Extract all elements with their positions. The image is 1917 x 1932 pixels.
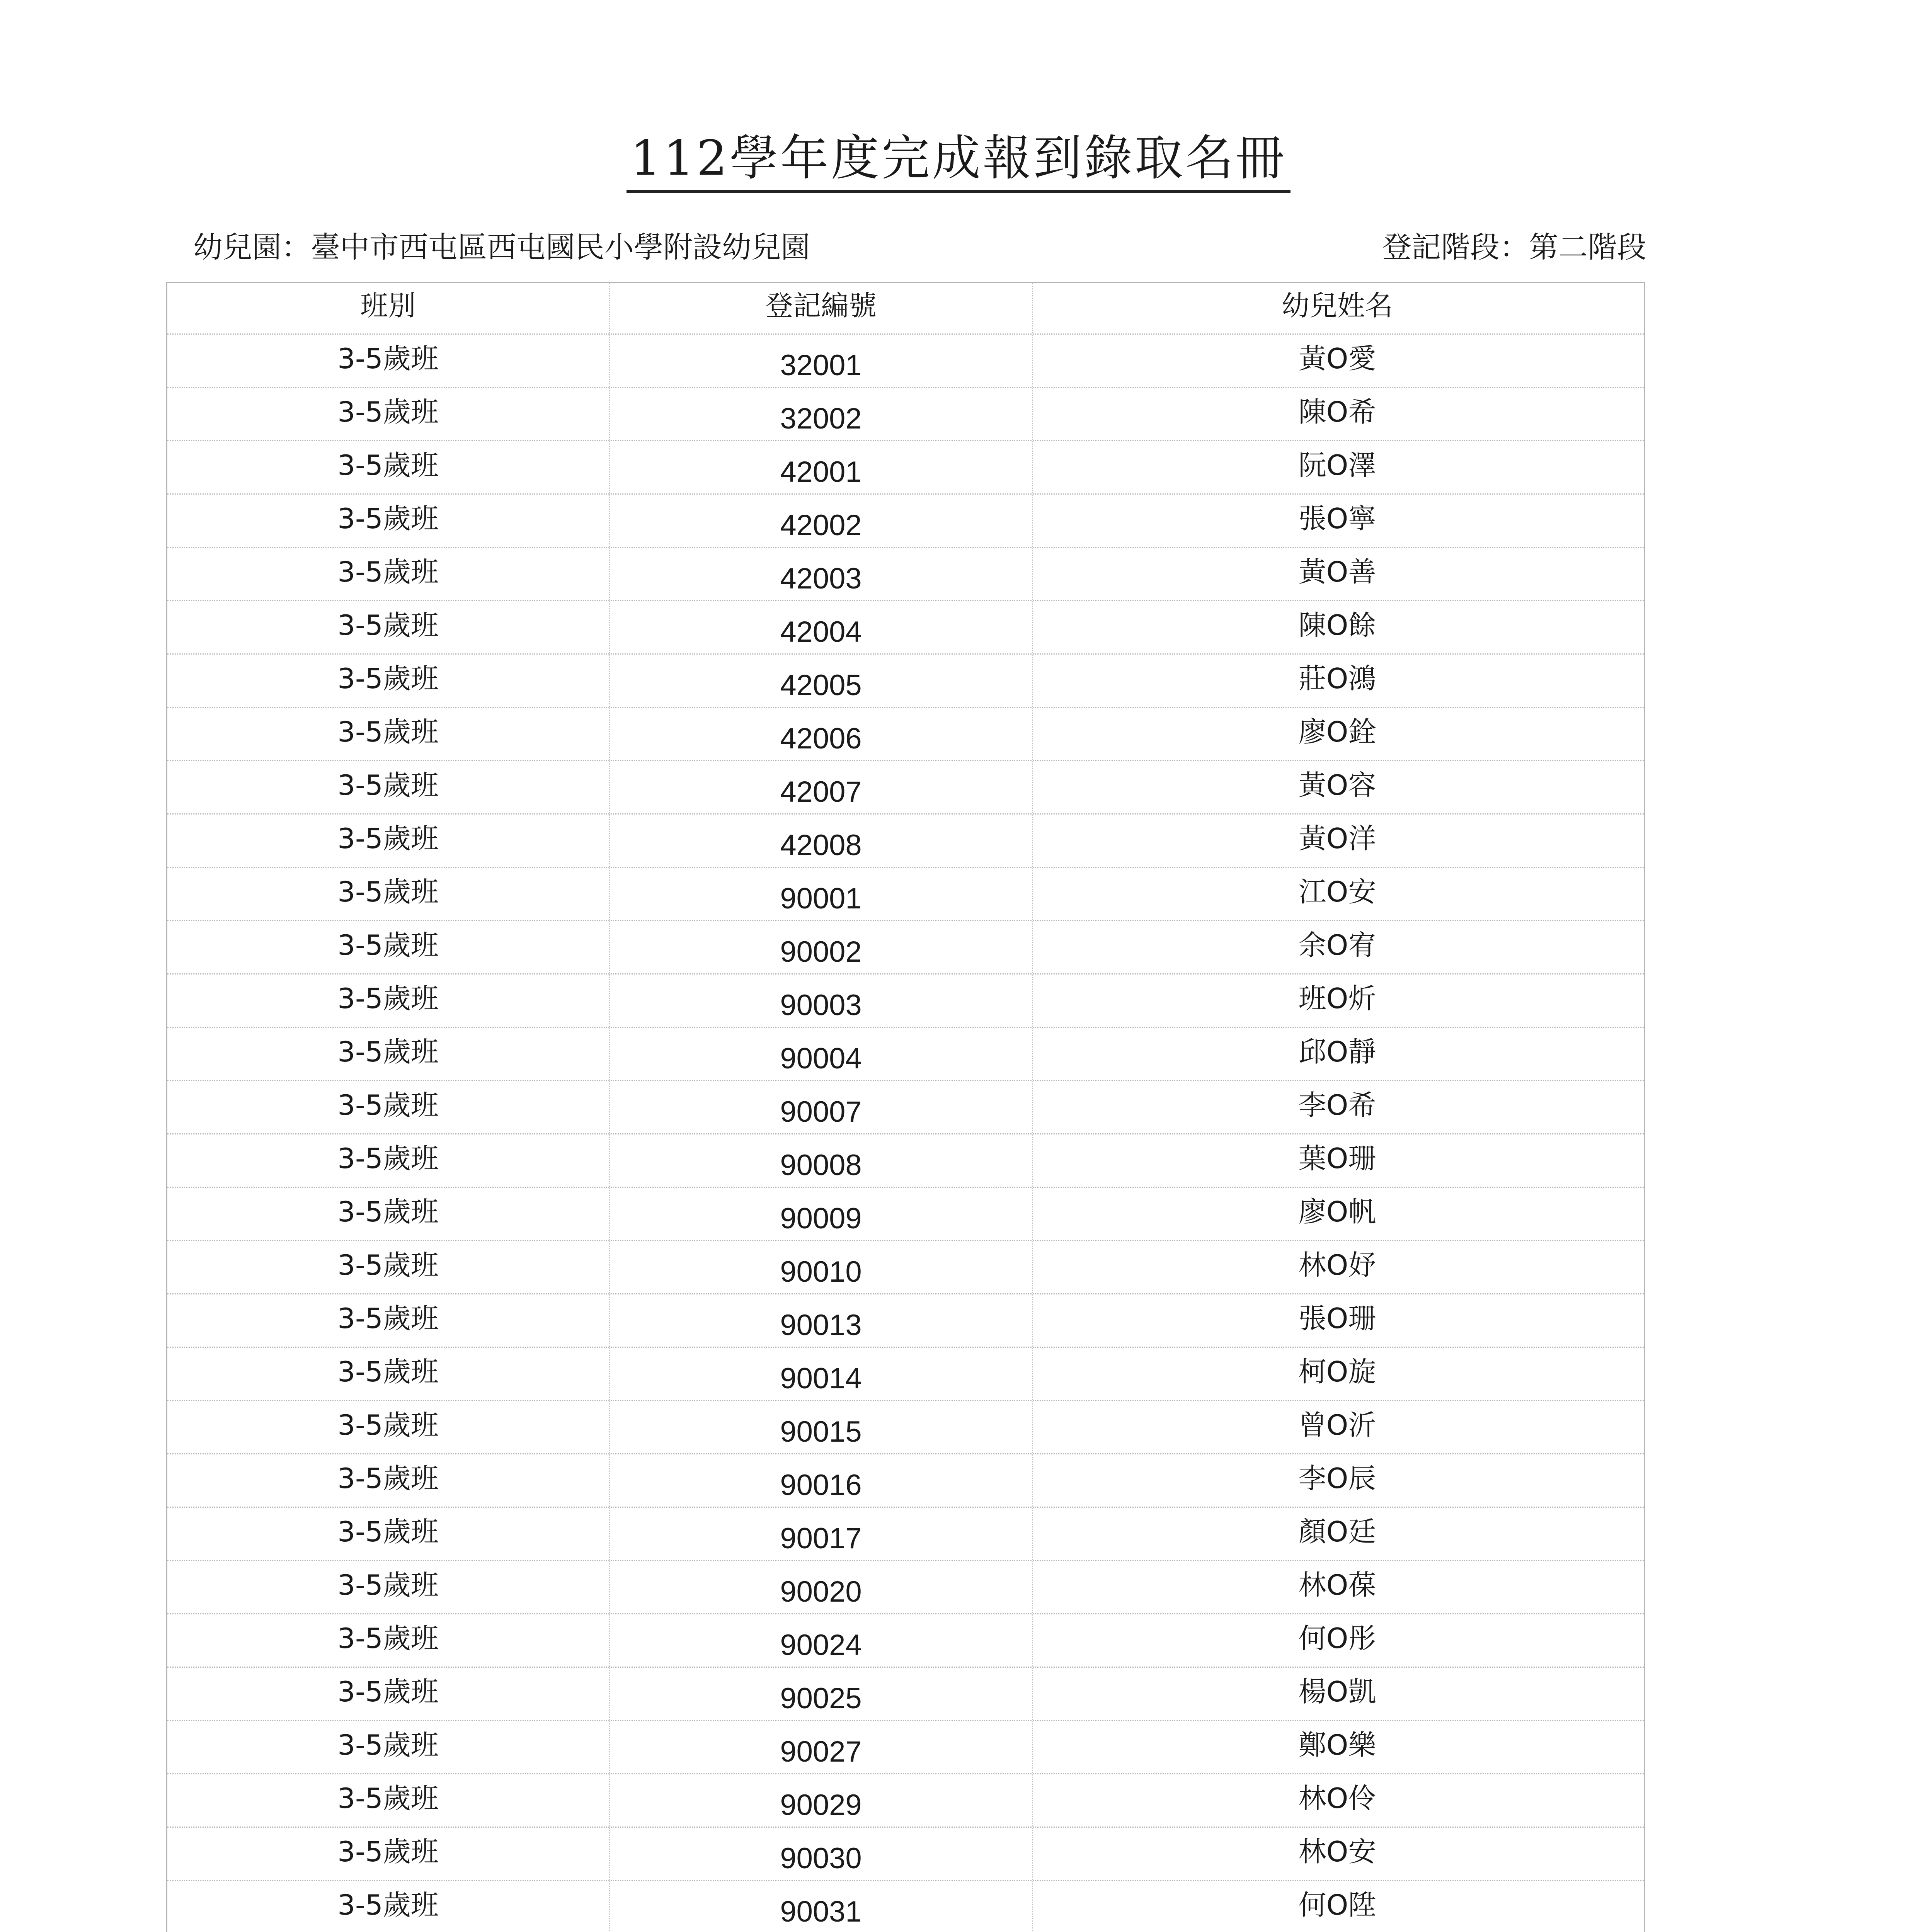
column-header-child-name: 幼兒姓名 — [1281, 289, 1393, 322]
child-name-cell: 黃O愛 — [1298, 342, 1376, 375]
table-row — [167, 1613, 1644, 1667]
class-cell: 3-5歲班 — [167, 921, 610, 973]
class-cell: 3-5歲班 — [167, 655, 610, 707]
table-row — [167, 1133, 1644, 1187]
class-cell: 3-5歲班 — [167, 1668, 610, 1720]
registration-no-cell: 42004 — [610, 601, 1033, 653]
child-name-cell: 余O宥 — [1298, 929, 1376, 961]
table-row — [167, 440, 1644, 493]
registration-no-cell: 32002 — [610, 388, 1033, 440]
table-row — [167, 1507, 1644, 1560]
table-row — [167, 1400, 1644, 1453]
column-header-class: 班別 — [167, 283, 610, 333]
registration-no-cell: 42007 — [610, 761, 1033, 813]
child-name-cell: 莊O鴻 — [1298, 662, 1376, 695]
class-cell: 3-5歲班 — [167, 868, 610, 920]
child-name-cell: 黃O容 — [1298, 769, 1376, 801]
registration-no-cell: 90027 — [610, 1721, 1033, 1773]
class-cell: 3-5歲班 — [167, 1348, 610, 1400]
table-row — [167, 867, 1644, 920]
table-row — [167, 1187, 1644, 1240]
child-name-cell: 葉O珊 — [1298, 1142, 1376, 1175]
class-cell: 3-5歲班 — [167, 1508, 610, 1560]
child-name-cell: 廖O帆 — [1298, 1196, 1376, 1228]
registration-no-cell: 90003 — [610, 975, 1033, 1027]
class-cell: 3-5歲班 — [167, 548, 610, 600]
table-row — [167, 813, 1644, 867]
registration-no-cell: 42001 — [610, 441, 1033, 493]
class-cell: 3-5歲班 — [167, 335, 610, 387]
table-row — [167, 493, 1644, 547]
registration-no-cell: 90008 — [610, 1134, 1033, 1187]
class-cell: 3-5歲班 — [167, 388, 610, 440]
document-header — [193, 226, 1646, 269]
child-name-cell: 江O安 — [1298, 876, 1376, 908]
child-name-cell: 阮O澤 — [1298, 449, 1376, 481]
registration-no-cell: 90016 — [610, 1454, 1033, 1507]
registration-no-cell: 42006 — [610, 708, 1033, 760]
class-cell: 3-5歲班 — [167, 1081, 610, 1133]
table-row — [167, 547, 1644, 600]
table-row — [167, 1667, 1644, 1720]
registration-no-cell: 90014 — [610, 1348, 1033, 1400]
class-cell: 3-5歲班 — [167, 495, 610, 547]
table-row — [167, 1027, 1644, 1080]
class-cell: 3-5歲班 — [167, 1828, 610, 1880]
registration-no-cell: 90001 — [610, 868, 1033, 920]
registration-no-cell: 42008 — [610, 815, 1033, 867]
table-row — [167, 1453, 1644, 1507]
child-name-cell: 林O妤 — [1298, 1249, 1376, 1281]
child-name-cell: 楊O凱 — [1298, 1675, 1376, 1708]
table-row — [167, 1240, 1644, 1293]
child-name-cell: 林O葆 — [1298, 1569, 1376, 1601]
class-cell: 3-5歲班 — [167, 441, 610, 493]
child-name-cell: 林O伶 — [1298, 1782, 1376, 1815]
table-row — [167, 920, 1644, 973]
registration-no-cell: 90007 — [610, 1081, 1033, 1133]
registration-no-cell: 90013 — [610, 1294, 1033, 1347]
registration-no-cell: 32001 — [610, 335, 1033, 387]
admission-roster-table — [166, 282, 1645, 1932]
class-cell: 3-5歲班 — [167, 1241, 610, 1293]
registration-no-cell: 42005 — [610, 655, 1033, 707]
child-name-cell: 黃O善 — [1298, 556, 1376, 588]
class-cell: 3-5歲班 — [167, 1774, 610, 1827]
table-row — [167, 1827, 1644, 1880]
child-name-cell: 顏O廷 — [1298, 1515, 1376, 1548]
class-cell: 3-5歲班 — [167, 1294, 610, 1347]
table-row — [167, 1720, 1644, 1773]
table-header-row — [167, 282, 1644, 333]
table-row — [167, 760, 1644, 813]
registration-no-cell: 90010 — [610, 1241, 1033, 1293]
registration-no-cell: 90030 — [610, 1828, 1033, 1880]
kindergarten-label: 幼兒園：臺中市西屯區西屯國民小學附設幼兒園 — [193, 230, 810, 264]
table-body — [167, 333, 1644, 1932]
registration-no-cell: 90015 — [610, 1401, 1033, 1453]
class-cell: 3-5歲班 — [167, 1721, 610, 1773]
table-row — [167, 600, 1644, 653]
child-name-cell: 何O彤 — [1298, 1622, 1376, 1655]
table-row — [167, 333, 1644, 387]
registration-no-cell: 42003 — [610, 548, 1033, 600]
registration-no-cell: 90002 — [610, 921, 1033, 973]
child-name-cell: 柯O旋 — [1298, 1355, 1376, 1388]
child-name-cell: 陳O希 — [1298, 396, 1376, 428]
class-cell: 3-5歲班 — [167, 601, 610, 653]
registration-no-cell: 90017 — [610, 1508, 1033, 1560]
table-row — [167, 707, 1644, 760]
table-row — [167, 653, 1644, 707]
child-name-cell: 張O珊 — [1298, 1302, 1376, 1335]
child-name-cell: 黃O洋 — [1298, 822, 1376, 855]
registration-stage-label: 登記階段：第二階段 — [1382, 230, 1646, 264]
class-cell: 3-5歲班 — [167, 975, 610, 1027]
table-row — [167, 1560, 1644, 1613]
child-name-cell: 曾O沂 — [1298, 1409, 1376, 1441]
class-cell: 3-5歲班 — [167, 1454, 610, 1507]
class-cell: 3-5歲班 — [167, 815, 610, 867]
table-row — [167, 1347, 1644, 1400]
registration-no-cell: 90024 — [610, 1614, 1033, 1667]
table-row — [167, 1080, 1644, 1133]
class-cell: 3-5歲班 — [167, 1134, 610, 1187]
registration-no-cell: 90009 — [610, 1188, 1033, 1240]
registration-no-cell: 90029 — [610, 1774, 1033, 1827]
column-header-registration-no: 登記編號 — [610, 283, 1033, 333]
child-name-cell: 李O辰 — [1298, 1462, 1376, 1495]
class-cell: 3-5歲班 — [167, 1188, 610, 1240]
child-name-cell: 廖O銓 — [1298, 716, 1376, 748]
table-row — [167, 387, 1644, 440]
class-cell: 3-5歲班 — [167, 1614, 610, 1667]
class-cell: 3-5歲班 — [167, 761, 610, 813]
registration-no-cell: 90031 — [610, 1881, 1033, 1932]
registration-no-cell: 90025 — [610, 1668, 1033, 1720]
class-cell: 3-5歲班 — [167, 1881, 610, 1932]
class-cell: 3-5歲班 — [167, 708, 610, 760]
page-title — [0, 128, 1917, 189]
registration-no-cell: 90020 — [610, 1561, 1033, 1613]
child-name-cell: 班O炘 — [1298, 982, 1376, 1015]
table-row — [167, 1293, 1644, 1347]
child-name-cell: 何O陞 — [1298, 1889, 1376, 1921]
child-name-cell: 林O安 — [1298, 1835, 1376, 1868]
registration-no-cell: 42002 — [610, 495, 1033, 547]
page-title-text: 112學年度完成報到錄取名冊 — [627, 130, 1290, 193]
registration-no-cell: 90004 — [610, 1028, 1033, 1080]
child-name-cell: 邱O靜 — [1298, 1036, 1376, 1068]
child-name-cell: 鄭O樂 — [1298, 1729, 1376, 1761]
table-row — [167, 1880, 1644, 1932]
class-cell: 3-5歲班 — [167, 1561, 610, 1613]
class-cell: 3-5歲班 — [167, 1401, 610, 1453]
child-name-cell: 陳O餘 — [1298, 609, 1376, 641]
child-name-cell: 李O希 — [1298, 1089, 1376, 1121]
table-row — [167, 973, 1644, 1027]
child-name-cell: 張O寧 — [1298, 502, 1376, 535]
table-row — [167, 1773, 1644, 1827]
class-cell: 3-5歲班 — [167, 1028, 610, 1080]
